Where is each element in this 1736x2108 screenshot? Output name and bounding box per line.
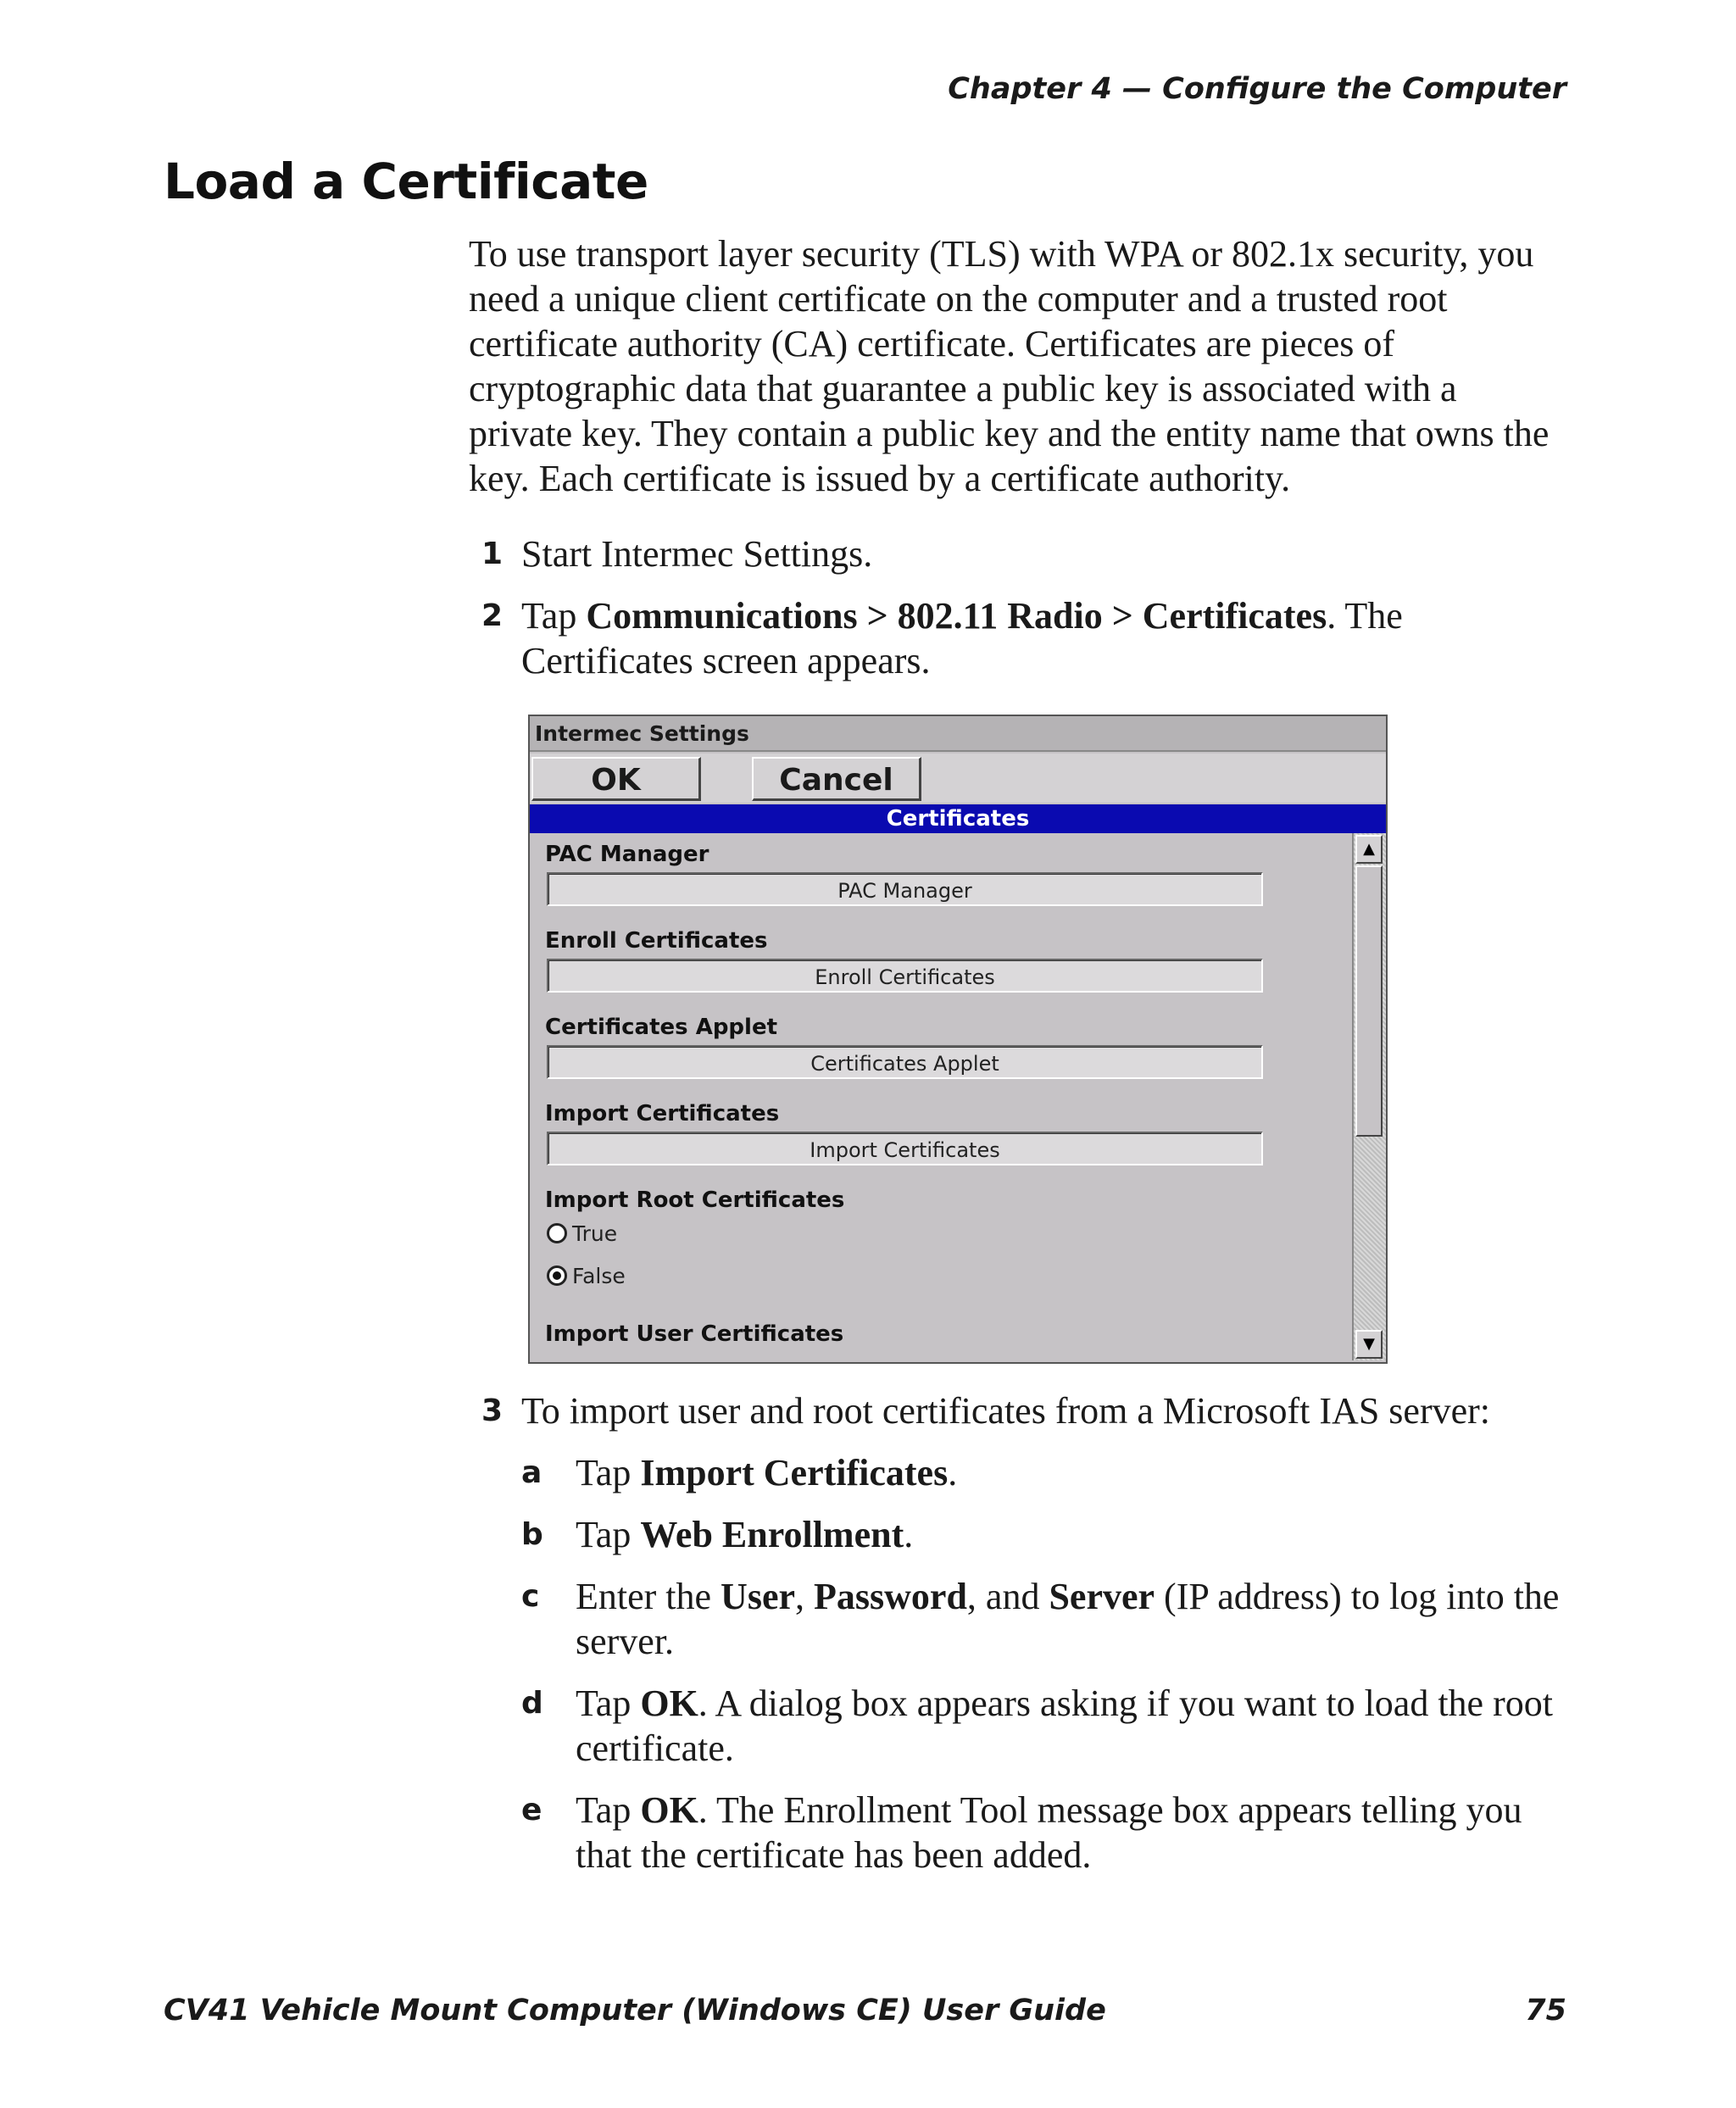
substep-text	[576, 1450, 1564, 1495]
step-2	[469, 593, 1562, 683]
step-text-post: . The Certificates screen appears.	[521, 595, 1403, 681]
pac-manager-button[interactable]: PAC Manager	[547, 872, 1263, 906]
substep-post: (IP address) to log into the server.	[576, 1576, 1560, 1662]
step-text-pre: Tap	[521, 595, 587, 637]
substep-post: .	[904, 1514, 914, 1555]
certificates-applet-label: Certificates Applet	[545, 1015, 778, 1040]
cancel-button[interactable]: Cancel	[752, 757, 921, 801]
substep-b	[521, 1512, 1564, 1557]
substep-text	[576, 1574, 1564, 1664]
step-1	[469, 531, 1562, 576]
enroll-certificates-label: Enroll Certificates	[545, 928, 768, 954]
import-user-certificates-label: Import User Certificates	[545, 1321, 844, 1347]
footer-title: CV41 Vehicle Mount Computer (Windows CE) User Guide	[164, 1994, 1106, 2027]
substep-text	[576, 1681, 1564, 1771]
step-3	[469, 1388, 1562, 1433]
substep-text	[576, 1788, 1564, 1877]
radio-checked-icon	[547, 1265, 567, 1286]
substep-bold: Import Certificates	[640, 1452, 949, 1493]
radio-true[interactable]	[547, 1220, 617, 1249]
substep-post: . A dialog box appears asking if you want to load the root certificate.	[576, 1683, 1553, 1769]
scroll-down-icon[interactable]: ▼	[1355, 1330, 1383, 1359]
substep-bold: Server	[1049, 1576, 1155, 1617]
page-number: 75	[1525, 1994, 1566, 2027]
substep-letter: d	[521, 1686, 543, 1721]
substep-mid: , and	[966, 1576, 1049, 1617]
substep-mid: ,	[795, 1576, 815, 1617]
window-title: Intermec Settings	[530, 716, 1386, 752]
radio-false[interactable]	[547, 1262, 626, 1291]
substep-letter: e	[521, 1793, 542, 1827]
pac-manager-label: PAC Manager	[545, 842, 709, 867]
substep-bold: User	[721, 1576, 796, 1617]
substep-post: .	[948, 1452, 958, 1493]
import-root-certificates-label: Import Root Certificates	[545, 1187, 845, 1213]
certificates-header: Certificates	[530, 804, 1386, 833]
substep-letter: c	[521, 1579, 540, 1614]
step-text: Start Intermec Settings.	[521, 533, 873, 575]
intro-paragraph: To use transport layer security (TLS) with WPA or 802.1x security, you need a unique client certificate on the computer and a trusted root certificate authority (CA) certificate. Certificates are pieces of cryptographic data that guarantee a public key is associated with a private key. They contain a public key and the entity name that owns the key. Each certificate is issued by a certificate authority.	[469, 233, 1550, 499]
substep-post: . The Enrollment Tool message box appears telling you that the certificate has been added.	[576, 1789, 1522, 1876]
certificates-applet-button[interactable]: Certificates Applet	[547, 1045, 1263, 1079]
enroll-certificates-button[interactable]: Enroll Certificates	[547, 959, 1263, 993]
step-number: 3	[481, 1393, 503, 1428]
section-title: Load a Certificate	[164, 153, 648, 210]
import-certificates-button[interactable]: Import Certificates	[547, 1132, 1263, 1165]
substep-letter: b	[521, 1517, 543, 1552]
substep-pre: Enter the	[576, 1576, 721, 1617]
certificates-screenshot	[528, 715, 1388, 1364]
substep-letter: a	[521, 1455, 542, 1490]
radio-true-label: True	[572, 1221, 618, 1246]
step-number: 2	[481, 598, 503, 633]
step-number: 1	[481, 537, 503, 571]
substep-bold: Password	[814, 1576, 967, 1617]
substep-c	[521, 1574, 1564, 1664]
radio-false-label: False	[572, 1264, 626, 1288]
step-text	[521, 593, 1562, 683]
running-head: Chapter 4 — Configure the Computer	[948, 72, 1566, 106]
ok-button[interactable]: OK	[531, 757, 701, 801]
vertical-scrollbar[interactable]	[1352, 833, 1386, 1360]
settings-content	[530, 833, 1352, 1362]
button-bar	[530, 754, 1386, 803]
substep-pre: Tap	[576, 1683, 641, 1724]
substep-a	[521, 1450, 1564, 1495]
substep-bold: OK	[640, 1683, 698, 1724]
radio-unchecked-icon	[547, 1223, 567, 1243]
scroll-thumb[interactable]	[1355, 865, 1383, 1137]
substep-bold: Web Enrollment	[640, 1514, 904, 1555]
substep-pre: Tap	[576, 1514, 641, 1555]
substep-d	[521, 1681, 1564, 1771]
substep-pre: Tap	[576, 1789, 641, 1831]
menu-path: Communications > 802.11 Radio > Certificates	[586, 595, 1327, 637]
substep-bold: OK	[640, 1789, 698, 1831]
substep-pre: Tap	[576, 1452, 641, 1493]
substep-text	[576, 1512, 1564, 1557]
import-certificates-label: Import Certificates	[545, 1101, 780, 1126]
substep-e	[521, 1788, 1564, 1877]
scroll-up-icon[interactable]: ▲	[1355, 835, 1383, 864]
step-text: To import user and root certificates from a Microsoft IAS server:	[521, 1390, 1491, 1432]
